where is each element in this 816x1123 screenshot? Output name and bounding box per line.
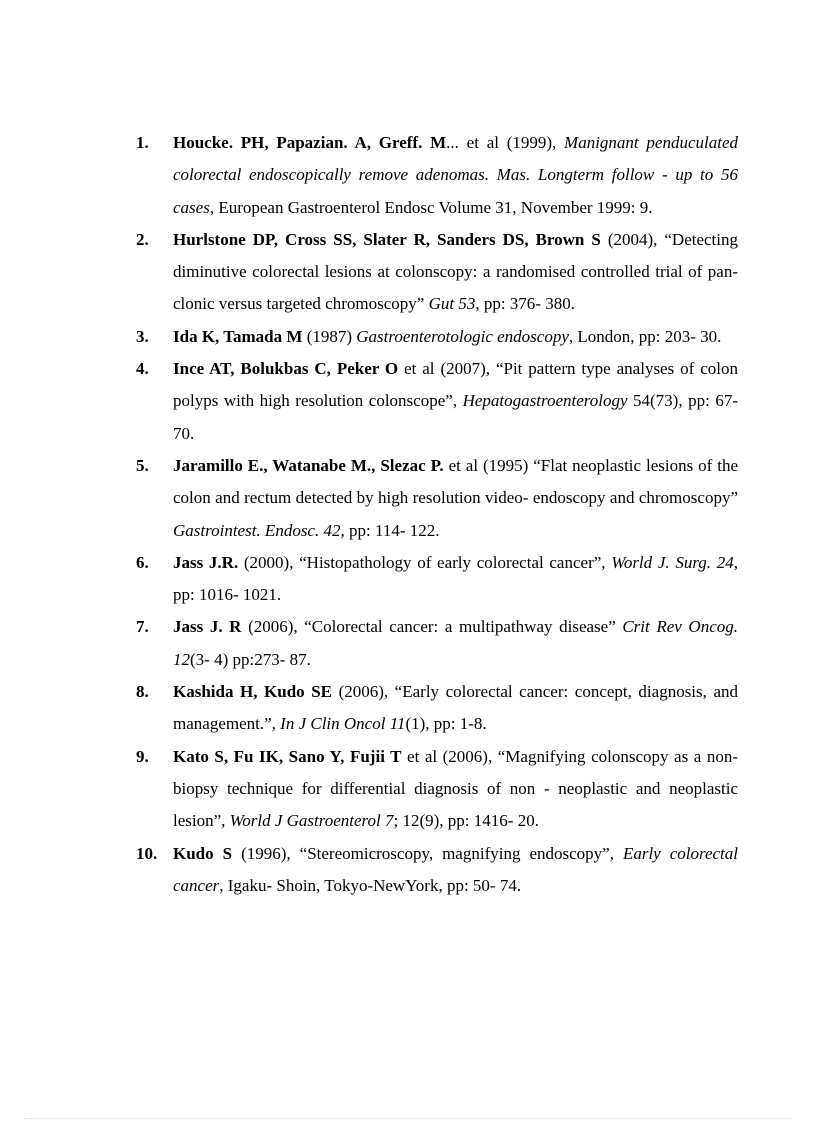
reference-item bbox=[136, 547, 738, 612]
reference-authors: Houcke. PH, Papazian. A, Greff. M bbox=[173, 133, 447, 152]
reference-authors: Hurlstone DP, Cross SS, Slater R, Sanders DS, Brown S bbox=[173, 229, 601, 249]
reference-text bbox=[173, 127, 738, 224]
reference-authors: Ince AT, Bolukbas C, Peker O bbox=[173, 359, 399, 379]
reference-text-segment: (2004), “Detecting diminutive colorectal lesions at colonscopy: a randomised controlled trial of pan- clonic versus targeted chromoscopy” bbox=[173, 229, 738, 314]
reference-title-italic: Crit Rev Oncog. 12 bbox=[173, 617, 738, 669]
reference-text bbox=[173, 547, 738, 612]
reference-text-segment: , European Gastroenterol Endosc Volume 31, November 1999: 9. bbox=[209, 197, 653, 217]
reference-authors: Jass J.R. bbox=[173, 552, 239, 572]
reference-text bbox=[173, 838, 738, 903]
reference-number: 6. bbox=[136, 552, 149, 572]
reference-item bbox=[136, 676, 738, 741]
reference-text bbox=[173, 611, 738, 676]
reference-text bbox=[173, 353, 738, 450]
reference-item bbox=[136, 127, 738, 224]
reference-text-segment: , pp: 114- 122. bbox=[340, 520, 440, 540]
page-bottom-rule bbox=[24, 1118, 792, 1119]
reference-authors: Jass J. R bbox=[173, 617, 242, 637]
reference-text bbox=[173, 676, 738, 741]
reference-item bbox=[136, 611, 738, 676]
reference-text-segment: (1987) bbox=[302, 326, 357, 346]
reference-number: 5. bbox=[136, 455, 149, 475]
reference-text-segment: (2006), “Early colorectal cancer: concept, diagnosis, and management.”, bbox=[173, 682, 738, 734]
reference-text-segment: , London, pp: 203- 30. bbox=[568, 326, 722, 346]
reference-text-segment: et al (1995) “Flat neoplastic lesions of the colon and rectum detected by high resolution video- endoscopy and chromoscopy” bbox=[173, 455, 738, 508]
reference-item bbox=[136, 450, 738, 547]
reference-authors: Kudo S bbox=[173, 843, 233, 863]
reference-text bbox=[173, 741, 738, 838]
reference-authors: Kato S, Fu IK, Sano Y, Fujii T bbox=[173, 746, 402, 766]
reference-text-segment: , Igaku- Shoin, Tokyo-NewYork, pp: 50- 74. bbox=[219, 875, 522, 895]
reference-number: 3. bbox=[136, 326, 149, 346]
reference-text-segment: (1996), “Stereomicroscopy, magnifying endoscopy”, bbox=[232, 843, 623, 863]
reference-authors: Jaramillo E., Watanabe M., Slezac P. bbox=[173, 455, 444, 475]
reference-text bbox=[173, 321, 738, 353]
reference-title-italic: Hepatogastroenterology bbox=[462, 391, 628, 411]
reference-text-segment: (2000), “Histopathology of early colorectal cancer”, bbox=[238, 552, 612, 572]
reference-authors: Ida K, Tamada M bbox=[173, 326, 303, 346]
reference-number: 10. bbox=[136, 843, 158, 863]
reference-text-segment: et al (2006), “Magnifying colonscopy as a non- biopsy technique for differential diagnosis of non - neoplastic and neoplastic lesion”, bbox=[173, 746, 738, 831]
reference-title-italic: Early colorectal cancer bbox=[173, 843, 739, 895]
reference-authors: Kashida H, Kudo SE bbox=[173, 682, 333, 702]
reference-number: 7. bbox=[136, 617, 149, 637]
reference-text-segment: et al (2007), “Pit pattern type analyses of colon polyps with high resolution colonscope”, bbox=[173, 359, 738, 411]
reference-text bbox=[173, 450, 738, 547]
reference-item bbox=[136, 321, 738, 353]
reference-title-italic: Gastrointest. Endosc. 42 bbox=[173, 520, 341, 540]
reference-text-segment: ... et al (1999), bbox=[446, 133, 565, 152]
reference-list bbox=[136, 127, 738, 902]
reference-text-segment: , pp: 1016- 1021. bbox=[173, 552, 738, 605]
reference-text bbox=[173, 224, 738, 321]
reference-title-italic: World J. Surg. 24 bbox=[611, 552, 734, 572]
reference-number: 1. bbox=[136, 133, 149, 152]
reference-item bbox=[136, 224, 738, 321]
reference-text-segment: , pp: 376- 380. bbox=[475, 294, 575, 314]
reference-number: 9. bbox=[136, 746, 149, 766]
reference-text-segment: (1), pp: 1-8. bbox=[405, 714, 487, 734]
reference-title-italic: Gastroenterotologic endoscopy bbox=[356, 326, 569, 346]
reference-item bbox=[136, 741, 738, 838]
reference-title-italic: Manignant penduculated colorectal endoscopically remove adenomas. Mas. Longterm follow - up to 56 cases bbox=[173, 133, 738, 217]
reference-text-segment: (2006), “Colorectal cancer: a multipathway disease” bbox=[241, 617, 623, 637]
reference-title-italic: In J Clin Oncol 11 bbox=[280, 714, 406, 734]
reference-text-segment: 54(73), pp: 67- 70. bbox=[173, 391, 738, 443]
reference-text-segment: ; 12(9), pp: 1416- 20. bbox=[393, 811, 539, 831]
reference-title-italic: World J Gastroenterol 7 bbox=[229, 811, 394, 831]
reference-number: 4. bbox=[136, 359, 149, 379]
reference-text-segment: (3- 4) pp:273- 87. bbox=[190, 649, 311, 669]
reference-item bbox=[136, 838, 738, 903]
reference-item bbox=[136, 353, 738, 450]
reference-number: 2. bbox=[136, 229, 149, 249]
reference-title-italic: Gut 53 bbox=[428, 294, 476, 314]
reference-number: 8. bbox=[136, 682, 149, 702]
